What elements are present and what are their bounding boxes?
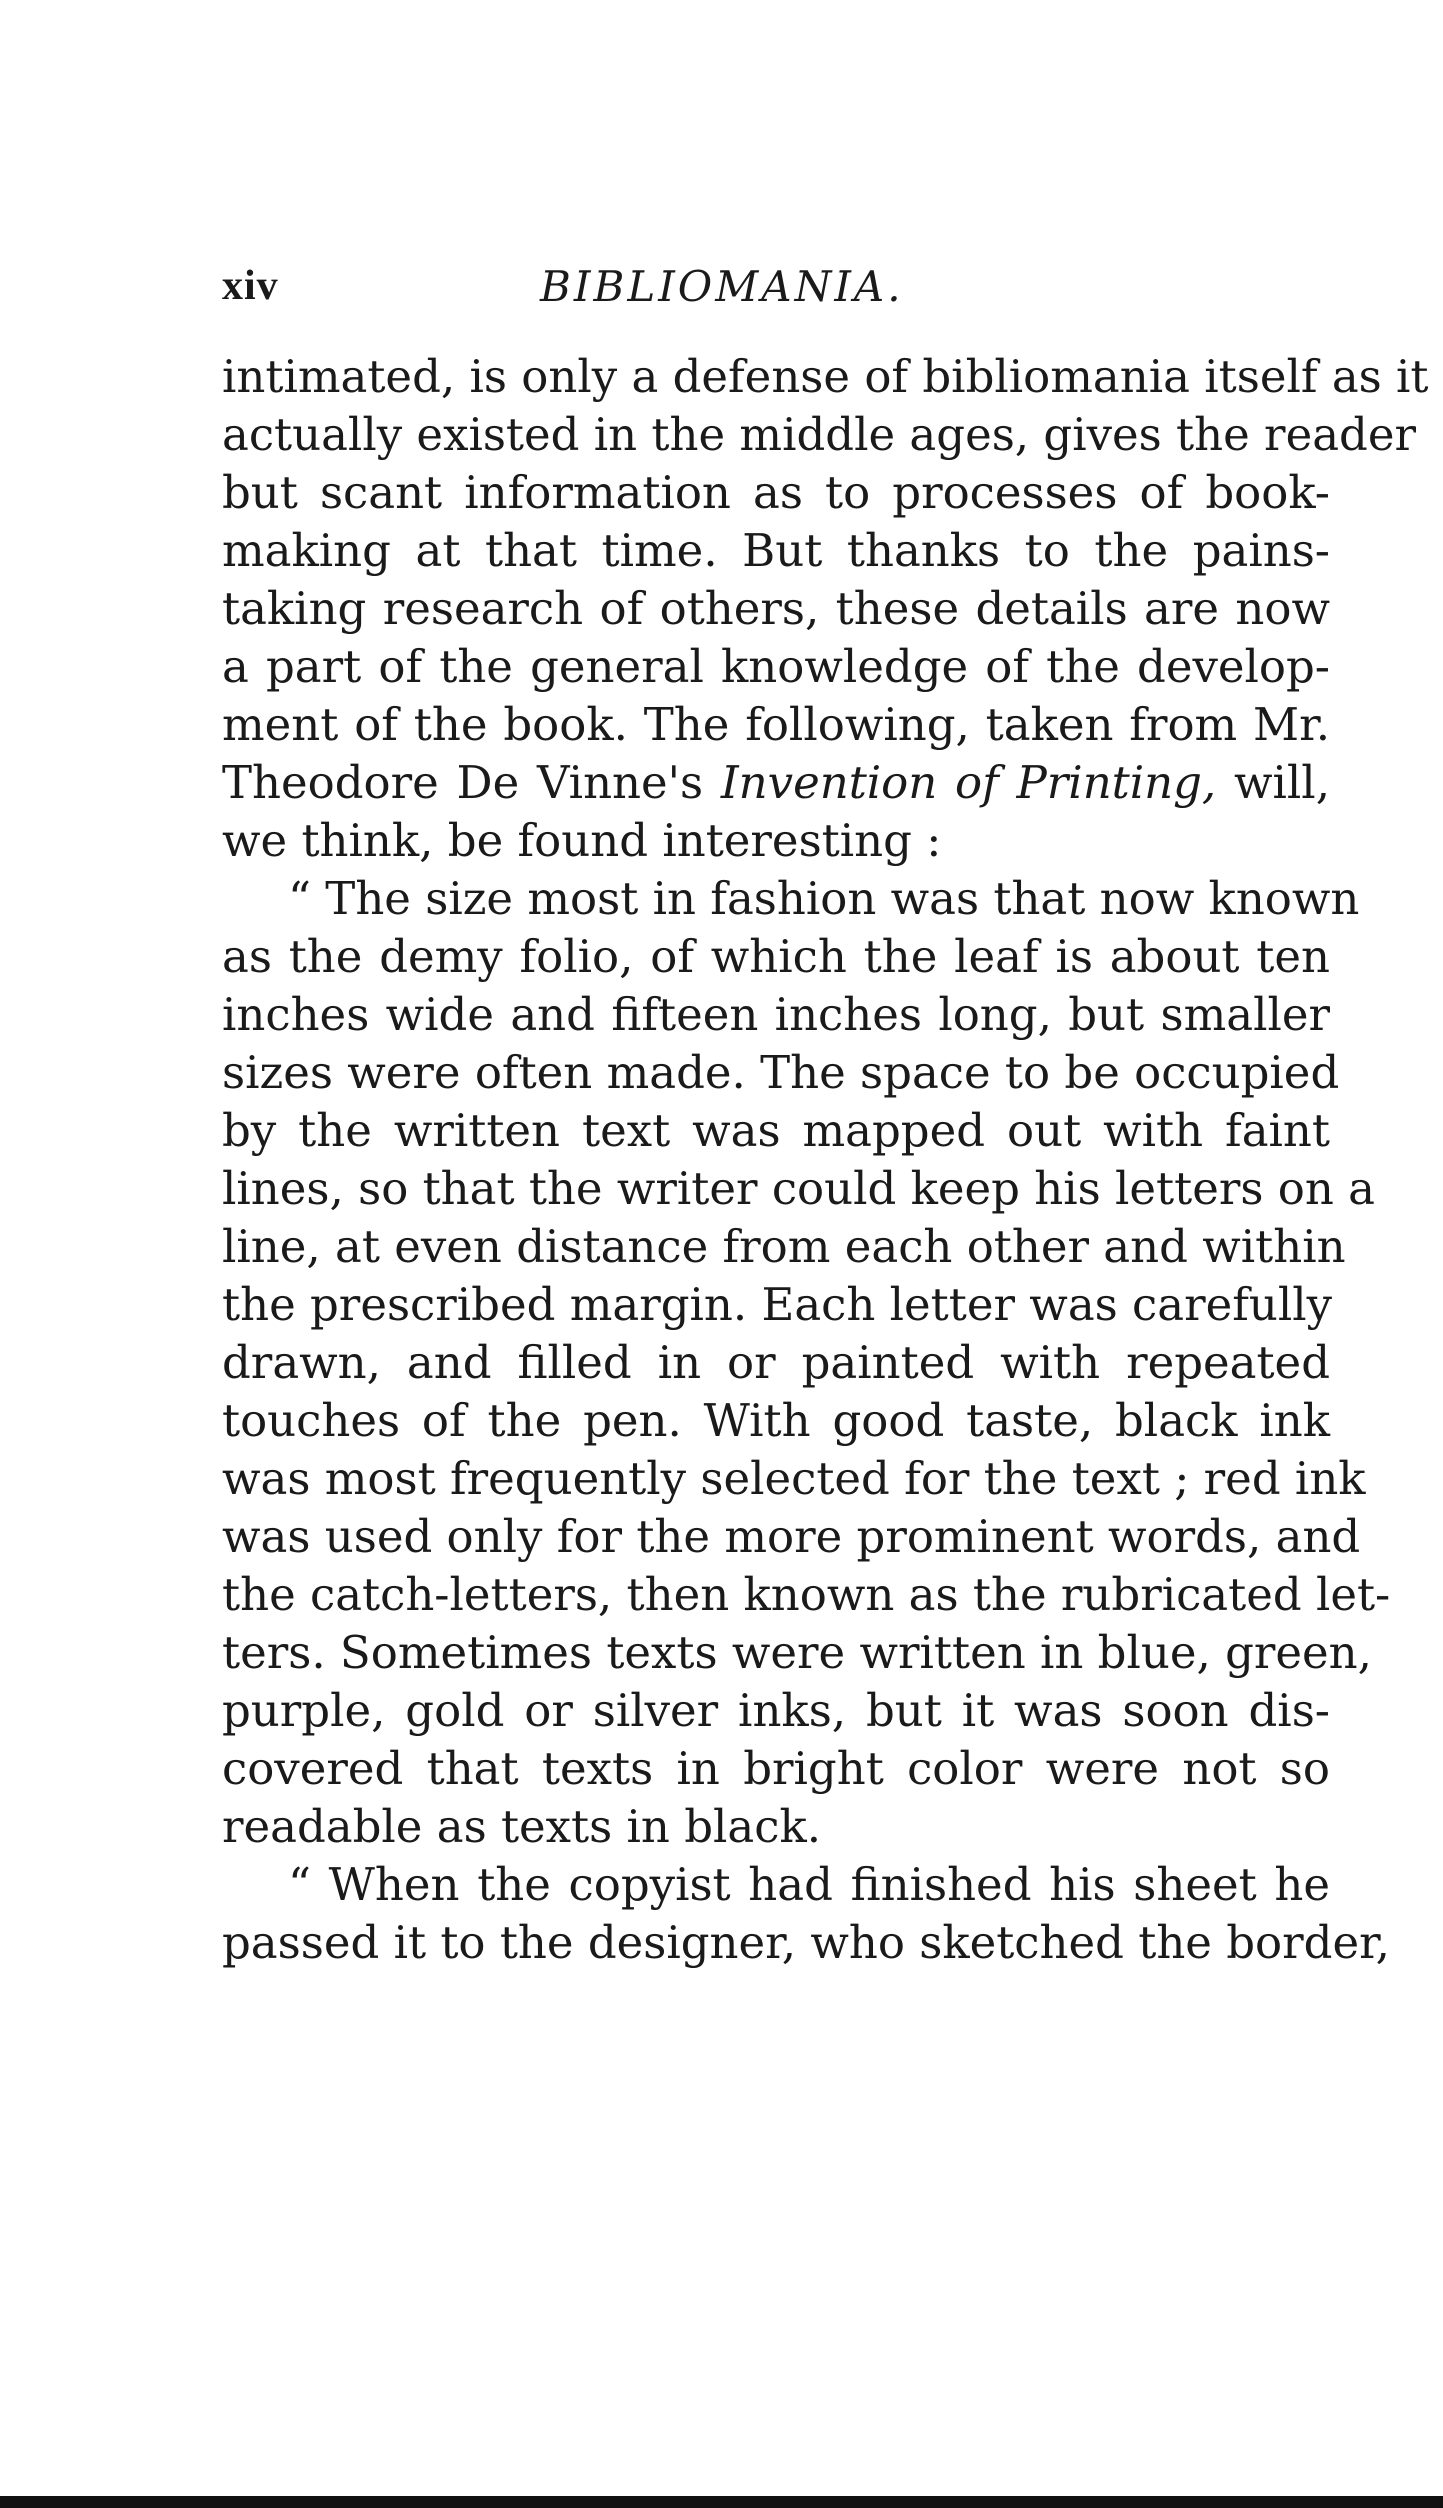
text-line: ters. Sometimes texts were written in blue, green, (222, 1626, 1372, 1679)
book-title: Invention of Printing, (720, 756, 1217, 809)
text-line: covered that texts in bright color were not so (222, 1742, 1330, 1795)
text-line: inches wide and fifteen inches long, but smaller (222, 988, 1330, 1041)
text-line: sizes were often made. The space to be occupied (222, 1046, 1340, 1099)
text-fragment: Theodore De Vinne's (222, 756, 721, 809)
text-line: was most frequently selected for the text ; red ink (222, 1452, 1366, 1505)
text-fragment: will, (1216, 756, 1331, 809)
text-line: but scant information as to processes of book- (222, 466, 1330, 519)
text-line: lines, so that the writer could keep his letters on a (222, 1162, 1375, 1215)
body-text (222, 348, 1429, 1972)
text-line: a part of the general knowledge of the develop- (222, 640, 1330, 693)
text-line: “ The size most in fashion was that now known (288, 872, 1360, 925)
text-line: passed it to the designer, who sketched the border, (222, 1916, 1390, 1969)
text-line: making at that time. But thanks to the pains- (222, 524, 1330, 577)
text-line: touches of the pen. With good taste, black ink (222, 1394, 1330, 1447)
text-line: drawn, and filled in or painted with repeated (222, 1336, 1330, 1389)
text-line: “ When the copyist had finished his sheet he (288, 1858, 1330, 1911)
text-line: as the demy folio, of which the leaf is about ten (222, 930, 1330, 983)
text-line: was used only for the more prominent words, and (222, 1510, 1361, 1563)
text-line: taking research of others, these details are now (222, 582, 1330, 635)
bottom-border-rule (0, 2496, 1443, 2508)
text-line: the catch-letters, then known as the rubricated let- (222, 1568, 1391, 1621)
text-line: readable as texts in black. (222, 1800, 822, 1853)
running-header (222, 262, 1330, 322)
running-title: BIBLIOMANIA. (540, 262, 904, 311)
page-number: xiv (222, 263, 279, 309)
text-line: intimated, is only a defense of bibliomania itself as it (222, 350, 1429, 403)
text-line: we think, be found interesting : (222, 814, 942, 867)
text-line: purple, gold or silver inks, but it was soon dis- (222, 1684, 1330, 1737)
text-line: by the written text was mapped out with faint (222, 1104, 1330, 1157)
text-line: line, at even distance from each other and within (222, 1220, 1346, 1273)
text-line-with-title (222, 754, 1330, 812)
text-line: the prescribed margin. Each letter was carefully (222, 1278, 1333, 1331)
text-line: ment of the book. The following, taken from Mr. (222, 698, 1330, 751)
text-line: actually existed in the middle ages, gives the reader (222, 408, 1416, 461)
